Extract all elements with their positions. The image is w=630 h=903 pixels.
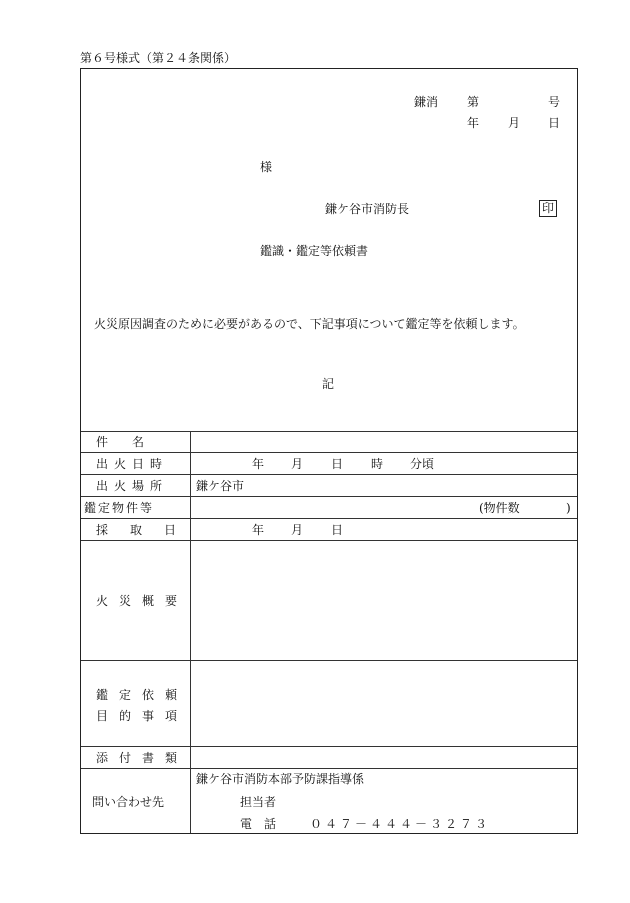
date-month: 月 bbox=[508, 116, 521, 130]
saishu-tsuki: 月 bbox=[291, 523, 304, 537]
row-label-saishu-bi: 採取日 bbox=[96, 523, 199, 537]
doc-prefix: 鎌消 bbox=[414, 95, 439, 109]
contact-phone-label: 電 話 bbox=[240, 817, 277, 831]
bukken-count-label: (物件数 bbox=[479, 501, 520, 515]
row-label-kantei-irai-2: 目的事項 bbox=[96, 709, 189, 723]
row-label-kantei-bukken: 鑑定物件等 bbox=[84, 501, 155, 515]
shukka-nen: 年 bbox=[252, 457, 265, 471]
contact-phone-number: ０４７－４４４－３２７３ bbox=[310, 817, 491, 831]
doc-number-gou: 号 bbox=[548, 95, 561, 109]
document-title: 鑑識・鑑定等依頼書 bbox=[260, 244, 369, 258]
date-day: 日 bbox=[548, 116, 561, 130]
row-label-shukka-nichiji: 出火日時 bbox=[96, 457, 169, 471]
body-text: 火災原因調査のために必要があるので、下記事項について鑑定等を依頼します。 bbox=[94, 317, 525, 331]
sender-name: 鎌ケ谷市消防長 bbox=[325, 202, 410, 216]
addressee-suffix: 様 bbox=[260, 160, 273, 174]
form-number: 第６号様式（第２４条関係） bbox=[80, 51, 237, 65]
row-label-shukka-basho: 出火場所 bbox=[96, 479, 169, 493]
contact-person-label: 担当者 bbox=[240, 795, 277, 809]
seal-mark: 印 bbox=[539, 200, 557, 217]
shukka-basho-value: 鎌ケ谷市 bbox=[196, 479, 245, 493]
contact-department: 鎌ケ谷市消防本部予防課指導係 bbox=[196, 772, 365, 786]
row-label-kasai-gaiyou: 火災概要 bbox=[96, 594, 189, 608]
saishu-nen: 年 bbox=[252, 523, 265, 537]
row-label-tenpu-shorui: 添付書類 bbox=[96, 751, 189, 765]
row-label-toiawase: 問い合わせ先 bbox=[92, 795, 165, 809]
row-label-ken: 件 名 bbox=[96, 435, 145, 449]
shukka-tsuki: 月 bbox=[291, 457, 304, 471]
doc-number-dai: 第 bbox=[467, 95, 480, 109]
shukka-hi: 日 bbox=[331, 457, 344, 471]
date-year: 年 bbox=[467, 116, 480, 130]
row-label-kantei-irai-1: 鑑定依頼 bbox=[96, 688, 189, 702]
shukka-ji: 時 bbox=[371, 457, 384, 471]
saishu-hi: 日 bbox=[331, 523, 344, 537]
ki-heading: 記 bbox=[322, 377, 335, 391]
bukken-close-paren: ) bbox=[566, 501, 571, 515]
shukka-fun: 分頃 bbox=[410, 457, 435, 471]
